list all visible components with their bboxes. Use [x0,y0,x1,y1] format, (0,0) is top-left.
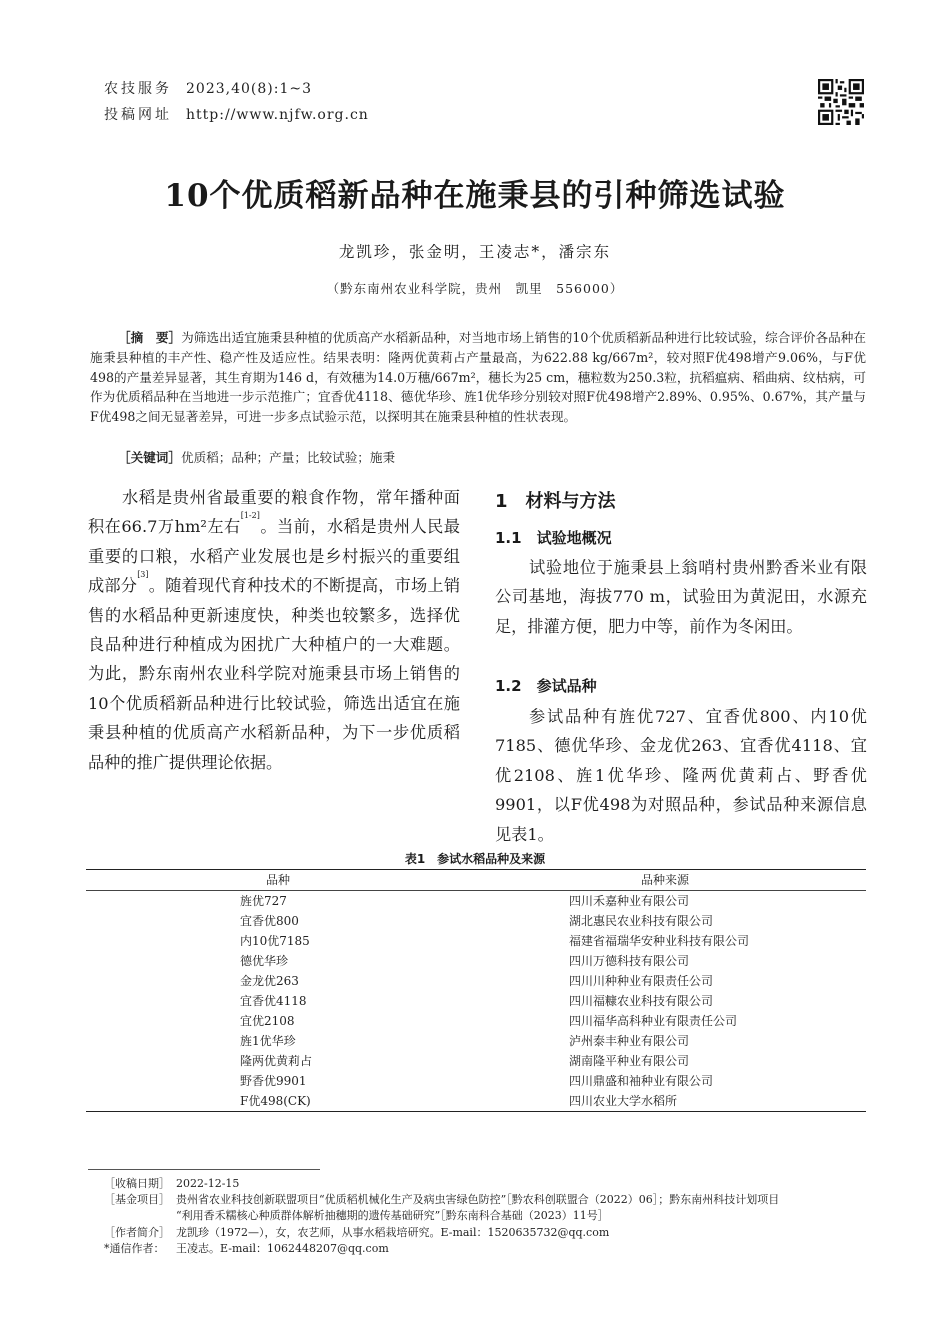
cell-variety: 宜优2108 [240,1014,295,1028]
table-body [86,891,866,1111]
cell-source: 四川鼎盛和袖种业有限公司 [569,1074,714,1088]
keywords-text: 优质稻；品种；产量；比较试验；施秉 [180,450,396,465]
received-label: ［收稿日期］ [104,1177,170,1190]
funding-label: ［基金项目］ [104,1193,170,1206]
citation-1-2[interactable]: [1-2] [240,511,260,521]
subsection-heading-site: 1.1 试验地概况 [495,529,612,547]
correspondence-label: *通信作者： [104,1242,165,1255]
cell-variety: 旌1优华珍 [240,1034,296,1048]
introduction [88,483,460,777]
cell-source: 湖南隆平种业有限公司 [569,1054,690,1068]
cell-variety: 隆两优黄莉占 [240,1054,313,1068]
table-row [86,1091,866,1111]
cell-source: 四川福华高科种业有限责任公司 [569,1014,738,1028]
intro-paragraph [88,483,460,777]
cell-source: 四川川种种业有限责任公司 [569,974,714,988]
cell-variety: 野香优9901 [240,1074,307,1088]
journal-info [104,80,312,98]
footnote-received [104,1176,874,1192]
cell-source: 四川万德科技有限公司 [569,954,690,968]
table-row [86,951,866,971]
cell-variety: 金龙优263 [240,974,299,988]
keywords-label: ［关键词］ [118,450,181,465]
table-header [86,870,866,890]
correspondence-text: 王凌志。E-mail：1062448207@qq.com [176,1242,389,1255]
cell-variety: 内10优7185 [240,934,310,948]
journal-value: 2023,40(8):1~3 [186,81,312,97]
journal-label: 农技服务 [104,81,172,97]
table-caption: 表1 参试水稻品种及来源 [404,852,546,866]
author-bio: 龙凯珍（1972—），女，农艺师，从事水稻栽培研究。E-mail：1520635732@qq.com [176,1226,610,1239]
cell-variety: 宜香优4118 [240,994,307,1008]
header-source: 品种来源 [641,873,690,887]
cell-source: 四川农业大学水稻所 [569,1094,678,1108]
cell-variety: 德优华珍 [240,954,289,968]
cell-variety: F优498(CK) [240,1094,311,1108]
cell-source: 四川禾嘉种业有限公司 [569,894,690,908]
submission-site [104,106,369,124]
intro-text-2: 。当前，水稻是贵州人民最重要的口粮，水稻产业发展也是乡村振兴的重要组成部分 [88,517,460,596]
table-bottom-rule [86,1111,866,1112]
site-url[interactable]: http://www.njfw.org.cn [186,107,369,123]
qr-code-icon [818,79,864,125]
footnote-author [104,1225,874,1241]
table-row [86,1031,866,1051]
table-row [86,911,866,931]
citation-3[interactable]: [3] [137,570,149,580]
footnote-funding [104,1192,874,1224]
variety-table [86,869,866,1112]
cell-source: 福建省福瑞华安种业科技有限公司 [569,934,750,948]
affiliation: （黔东南州农业科学院，贵州 凯里 556000） [326,281,624,296]
cell-variety: 宜香优800 [240,914,299,928]
table-row [86,891,866,911]
intro-text-1: 水稻是贵州省最重要的粮食作物，常年播种面积在66.7万hm²左右 [88,488,460,537]
table-row [86,971,866,991]
funding-text-1: 贵州省农业科技创新联盟项目“优质稻机械化生产及病虫害绿色防控”［黔农科创联盟合（2022）06］；黔东南州科技计划项目 [176,1193,780,1206]
author-label: ［作者简介］ [104,1226,170,1239]
site-paragraph: 试验地位于施秉县上翁哨村贵州黔香米业有限公司基地，海拔770 m，试验田为黄泥田，水源充足，排灌方便，肥力中等，前作为冬闲田。 [495,558,867,636]
footnote-divider [88,1169,320,1170]
cell-source: 四川福糠农业科技有限公司 [569,994,714,1008]
table-row [86,1011,866,1031]
cell-source: 泸州泰丰种业有限公司 [569,1034,690,1048]
intro-text-3: 。随着现代育种技术的不断提高，市场上销售的水稻品种更新速度快，种类也较繁多，选择优良品种进行种植成为困扰广大种植户的一大难题。为此，黔东南州农业科学院对施秉县市场上销售的10个优质稻新品种进行比较试验，筛选出适宜在施秉县种植的优质高产水稻新品种，为下一步优质稻品种的推广提供理论依据。 [88,576,461,772]
site-label: 投稿网址 [104,107,172,123]
site-description [495,553,867,641]
header-variety: 品种 [266,873,291,887]
varieties-paragraph: 参试品种有旌优727、宜香优800、内10优7185、德优华珍、金龙优263、宜香优4118、宜优2108、旌1优华珍、隆两优黄莉占、野香优9901，以F优498为对照品种，参试品种来源信息见表1。 [495,707,867,844]
abstract-text: 为筛选出适宜施秉县种植的优质高产水稻新品种，对当地市场上销售的10个优质稻新品种进行比较试验，综合评价各品种在施秉县种植的丰产性、稳产性及适应性。结果表明：隆两优黄莉占产量最高，为622.88 kg/667m²，较对照F优498增产9.06%，与F优498的产量差异显著，其生育期为146 d，有效穗为14.0万穗/667m²，穗长为25 cm，穗粒数为250.3粒，抗稻瘟病、稻曲病、纹枯病，可作为优质稻品种在当地进一步示范推广；宜香优4118、德优华珍、旌1优华珍分别较对照F优498增产2.89%、0.95%、0.67%，其产量与F优498之间无显著差异，可进一步多点试验示范，以探明其在施秉县种植的性状表现。 [90,330,867,425]
section-heading-materials-methods: 1 材料与方法 [495,491,616,512]
varieties-description [495,702,867,849]
subsection-heading-varieties: 1.2 参试品种 [495,677,597,695]
table-row [86,1071,866,1091]
footnote-correspondence [104,1241,874,1257]
table-row [86,931,866,951]
cell-source: 湖北惠民农业科技有限公司 [569,914,714,928]
funding-text-2: “利用香禾糯核心种质群体解析抽穗期的遗传基础研究”［黔东南科合基础（2023）11号］ [176,1209,609,1222]
table-row [86,991,866,1011]
paper-title: 10个优质稻新品种在施秉县的引种筛选试验 [164,178,786,214]
received-date: 2022-12-15 [176,1177,240,1190]
keywords [118,448,866,468]
table-row [86,1051,866,1071]
abstract [90,328,866,427]
cell-variety: 旌优727 [240,894,287,908]
author-list: 龙凯珍，张金明，王凌志*，潘宗东 [338,243,612,261]
abstract-label: ［摘 要］ [118,330,182,345]
